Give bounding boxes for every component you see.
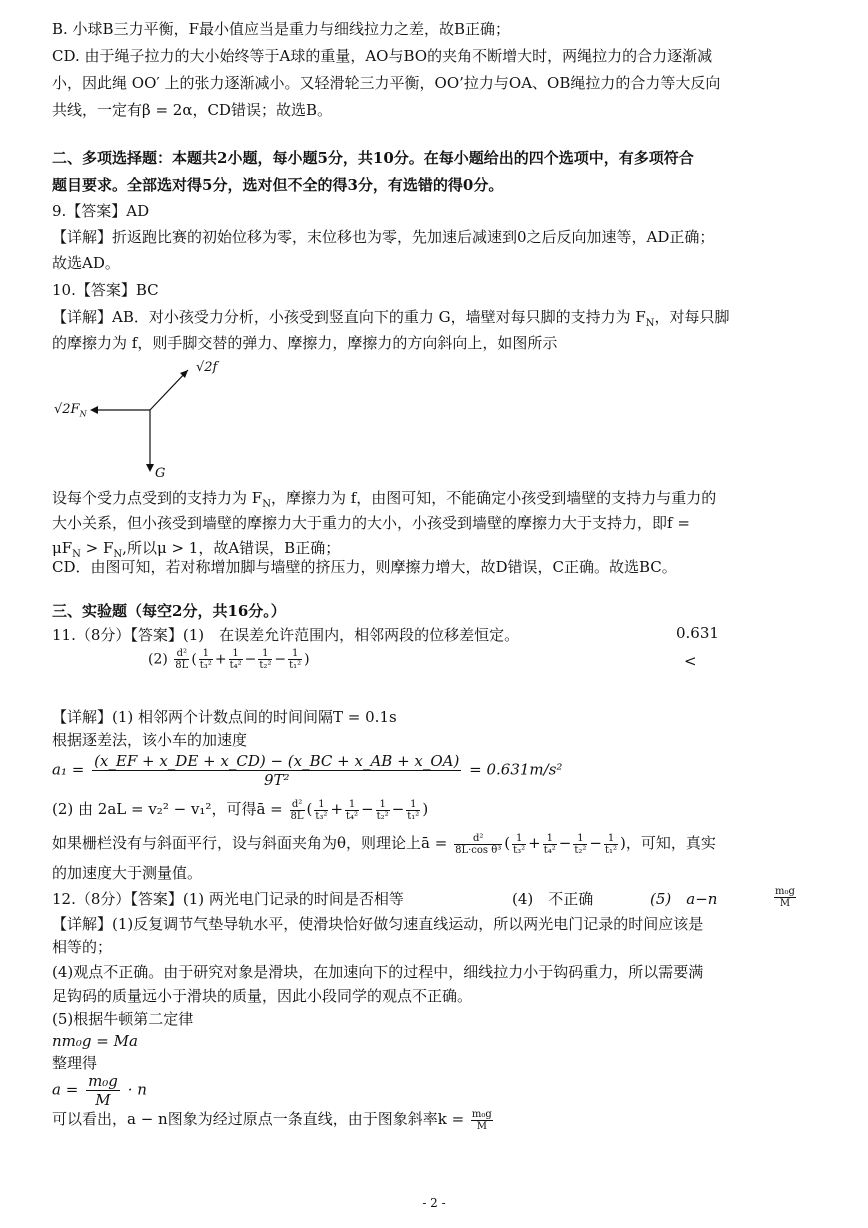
text-line: 【详解】(1) 相邻两个计数点间的时间间隔T = 0.1s [52, 708, 397, 726]
fraction [604, 833, 618, 856]
denominator: t₂² [376, 810, 389, 822]
numerator: d² [174, 648, 189, 660]
answer-5-fraction [772, 886, 798, 909]
denominator: 8L·cos θ³ [455, 844, 502, 856]
equation-line [52, 1072, 147, 1109]
text-span: > F [80, 539, 114, 557]
denominator: t₃² [513, 844, 526, 856]
text-span: = 0.631m/s² [469, 760, 563, 779]
text-line: (4)观点不正确。由于研究对象是滑块，在加速向下的过程中，细线拉力小于钩码重力，所以需要满 [52, 963, 704, 981]
text-span: 设每个受力点受到的支持力为 F [52, 489, 263, 507]
text-span: ，可知，真实 [625, 834, 716, 852]
answer-line: 11.（8分）【答案】(1) 在误差允许范围内，相邻两段的位移差恒定。 [52, 626, 520, 644]
numerator: 1 [199, 648, 213, 660]
fraction [288, 648, 302, 671]
numerator: 1 [258, 648, 272, 660]
answer-line: 12.（8分）【答案】(1) 两光电门记录的时间是否相等 [52, 890, 404, 908]
denominator: t₃² [199, 660, 212, 671]
section-title: 二、多项选择题：本题共2小题，每小题5分，共10分。在每小题给出的四个选项中，有多项符合 [52, 149, 694, 167]
denominator: M [476, 1120, 487, 1132]
text-span: ，摩擦力为 f，由图可知，不能确定小孩受到墙壁的支持力与重力的 [270, 489, 717, 507]
fraction [376, 799, 390, 822]
denominator: t₂² [259, 660, 272, 671]
arrow-head [146, 464, 154, 472]
denominator: 9T² [263, 771, 290, 789]
fraction [290, 799, 305, 822]
equation-line: nm₀g = Ma [52, 1032, 138, 1050]
friction-arrow [150, 370, 188, 410]
fraction [86, 1072, 120, 1109]
fraction [229, 648, 243, 671]
page-number: - 2 - [422, 1196, 446, 1210]
denominator: M [95, 1091, 111, 1109]
subscript: N [79, 409, 87, 419]
fraction [406, 799, 420, 822]
numerator: 1 [406, 799, 420, 811]
numerator: m₀g [471, 1108, 492, 1120]
text-line: 整理得 [52, 1054, 98, 1072]
section-title: 三、实验题（每空2分，共16分。） [52, 602, 286, 620]
text-span: a₁ = [52, 760, 85, 779]
section-title: 题目要求。全部选对得5分，选对但不全的得3分，有选错的得0分。 [52, 176, 504, 194]
text-line: 的摩擦力为 f，则手脚交替的弹力、摩擦力，摩擦力的方向斜向上，如图所示 [52, 334, 558, 352]
arrow-head [90, 406, 98, 414]
text-span: 【详解】AB．对小孩受力分析，小孩受到竖直向下的重力 G，墙壁对每只脚的支持力为 F [52, 308, 646, 326]
fraction [258, 648, 272, 671]
denominator: t₃² [315, 810, 328, 822]
fraction [573, 833, 587, 856]
denominator: t₂² [574, 844, 587, 856]
text-line: 大小关系，但小孩受到墙壁的摩擦力大于重力的大小，小孩受到墙壁的摩擦力大于支持力，即f = [52, 514, 690, 532]
numerator: 1 [604, 833, 618, 845]
text-line: 故选AD。 [52, 254, 120, 272]
denominator: 8L [290, 810, 304, 822]
label-sqrt2fn [54, 402, 87, 419]
text-span: a = [52, 1080, 79, 1099]
text-line: CD．由图可知，若对称增加脚与墙壁的挤压力，则摩擦力增大，故D错误，C正确。故选BC。 [52, 558, 677, 576]
text-line: 共线，一定有β = 2α，CD错误；故选B。 [52, 101, 332, 119]
text-span: · n [127, 1080, 147, 1099]
fraction [454, 833, 502, 856]
text-line: 的加速度大于测量值。 [52, 864, 203, 882]
fraction [774, 886, 796, 909]
text-span: ，对每只脚 [654, 308, 730, 326]
text-line: 根据逐差法，该小车的加速度 [52, 731, 248, 749]
text-line: 相等的； [52, 938, 113, 956]
numerator: 1 [345, 799, 359, 811]
fraction [174, 648, 189, 671]
text-span: μF [52, 539, 73, 557]
fraction [512, 833, 526, 856]
subscript: N [72, 549, 81, 560]
text-line: 【详解】(1)反复调节气垫导轨水平，使滑块恰好做匀速直线运动，所以两光电门记录的时间应该是 [52, 915, 704, 933]
denominator: t₄² [229, 660, 242, 671]
fraction [199, 648, 213, 671]
text-span: 如果栅栏没有与斜面平行，设与斜面夹角为θ，则理论上ā = [52, 834, 448, 852]
fraction [92, 752, 461, 789]
acceleration-equation [52, 752, 562, 789]
numerator: 1 [288, 648, 302, 660]
denominator: t₁² [407, 810, 420, 822]
text-line: B. 小球B三力平衡，F最小值应当是重力与细线拉力之差，故B正确； [52, 20, 511, 38]
fraction [471, 1109, 493, 1132]
text-line: 小，因此绳 OO′ 上的张力逐渐减小。又轻滑轮三力平衡，OO’拉力与OA、OB绳拉力的合力等大反向 [52, 74, 721, 92]
numerator: 1 [229, 648, 243, 660]
text-line: 【详解】折返跑比赛的初始位移为零，末位移也为零，先加速后减速到0之后反向加速等，AD正确； [52, 228, 715, 246]
numerator: 1 [376, 799, 390, 811]
text-line [52, 1108, 838, 1132]
text-span: ,所以μ > 1，故A错误，B正确； [122, 539, 341, 557]
subscript: N [113, 549, 123, 560]
text-line: (2) 由 2aL = v₂² − v₁²，可得ā = $\frac{\text{d²}}{8L}$ ( $\frac{1}{\text{t₃²}}$ + $\frac{1}{\text{t₄²}}$ − $\frac{1}{\text{t₂²}}$ − $\frac{1}{\text{t₁²}}$ ) [52, 798, 429, 822]
text-line [52, 306, 838, 335]
denominator: t₄² [346, 810, 359, 822]
numerator: 1 [573, 833, 587, 845]
text-line: 足钩码的质量远小于滑块的质量，因此小段同学的观点不正确。 [52, 987, 473, 1005]
denominator: 8L [175, 660, 189, 671]
text-line: 如果栅栏没有与斜面平行，设与斜面夹角为θ，则理论上ā = $\frac{\text{d²}}{\text{8L·cos θ³}}$ ( $\frac{1}{\text{t₃²}}$ + $\frac{1}{\text{t₄²}}$ − $\frac{1}{\text{t₂²}}$ − $\frac{1}{\text{t₁²}}$ )，可知，真实 [52, 832, 716, 856]
numerator: m₀g [775, 886, 795, 897]
denominator: t₁² [289, 660, 302, 671]
subscript: N [645, 318, 655, 329]
numerator: 1 [314, 799, 328, 811]
numerator: d² [454, 833, 502, 845]
denominator: t₁² [605, 844, 618, 856]
answer-4: (4) 不正确 [512, 890, 594, 908]
subscript: N [262, 499, 271, 510]
text-span: (2) 由 2aL = v₂² − v₁²，可得ā = [52, 800, 283, 818]
denominator: t₄² [543, 844, 556, 856]
numerator: d² [290, 799, 305, 811]
numerator: 1 [512, 833, 526, 845]
numerator: 1 [543, 833, 557, 845]
label-g: G [155, 466, 166, 481]
text-span: 可以看出，a − n图象为经过原点一条直线，由于图象斜率k = [52, 1110, 465, 1128]
text-line: CD. 由于绳子拉力的大小始终等于A球的重量，AO与BO的夹角不断增大时，两绳拉力的合力逐渐减 [52, 47, 713, 65]
answer-comparison: < [684, 652, 697, 670]
numerator: (x_EF + x_DE + x_CD) − (x_BC + x_AB + x_OA) [94, 752, 460, 770]
answer-line: 9.【答案】AD [52, 202, 150, 220]
answer-value: 0.631 [676, 624, 719, 642]
fraction [314, 799, 328, 822]
fraction [543, 833, 557, 856]
answer-line: 10.【答案】BC [52, 281, 159, 299]
force-diagram [50, 358, 250, 482]
label-sqrt2f: √2f [196, 360, 218, 375]
text-line: (5)根据牛顿第二定律 [52, 1010, 194, 1028]
text-span: √2F [54, 402, 80, 417]
answer-5: (5) a−n [650, 890, 718, 908]
denominator: M [779, 898, 791, 909]
fraction [345, 799, 359, 822]
answer-formula: (2) $\frac{\text{d²}}{8L}$ ( $\frac{1}{\text{t₃²}}$ + $\frac{1}{\text{t₄²}}$ − $\frac{1}{\text{t₂²}}$ − $\frac{1}{\text{t₁²}}$ ) [148, 648, 310, 671]
text-span: (2) [148, 651, 168, 668]
numerator: m₀g [88, 1072, 118, 1090]
